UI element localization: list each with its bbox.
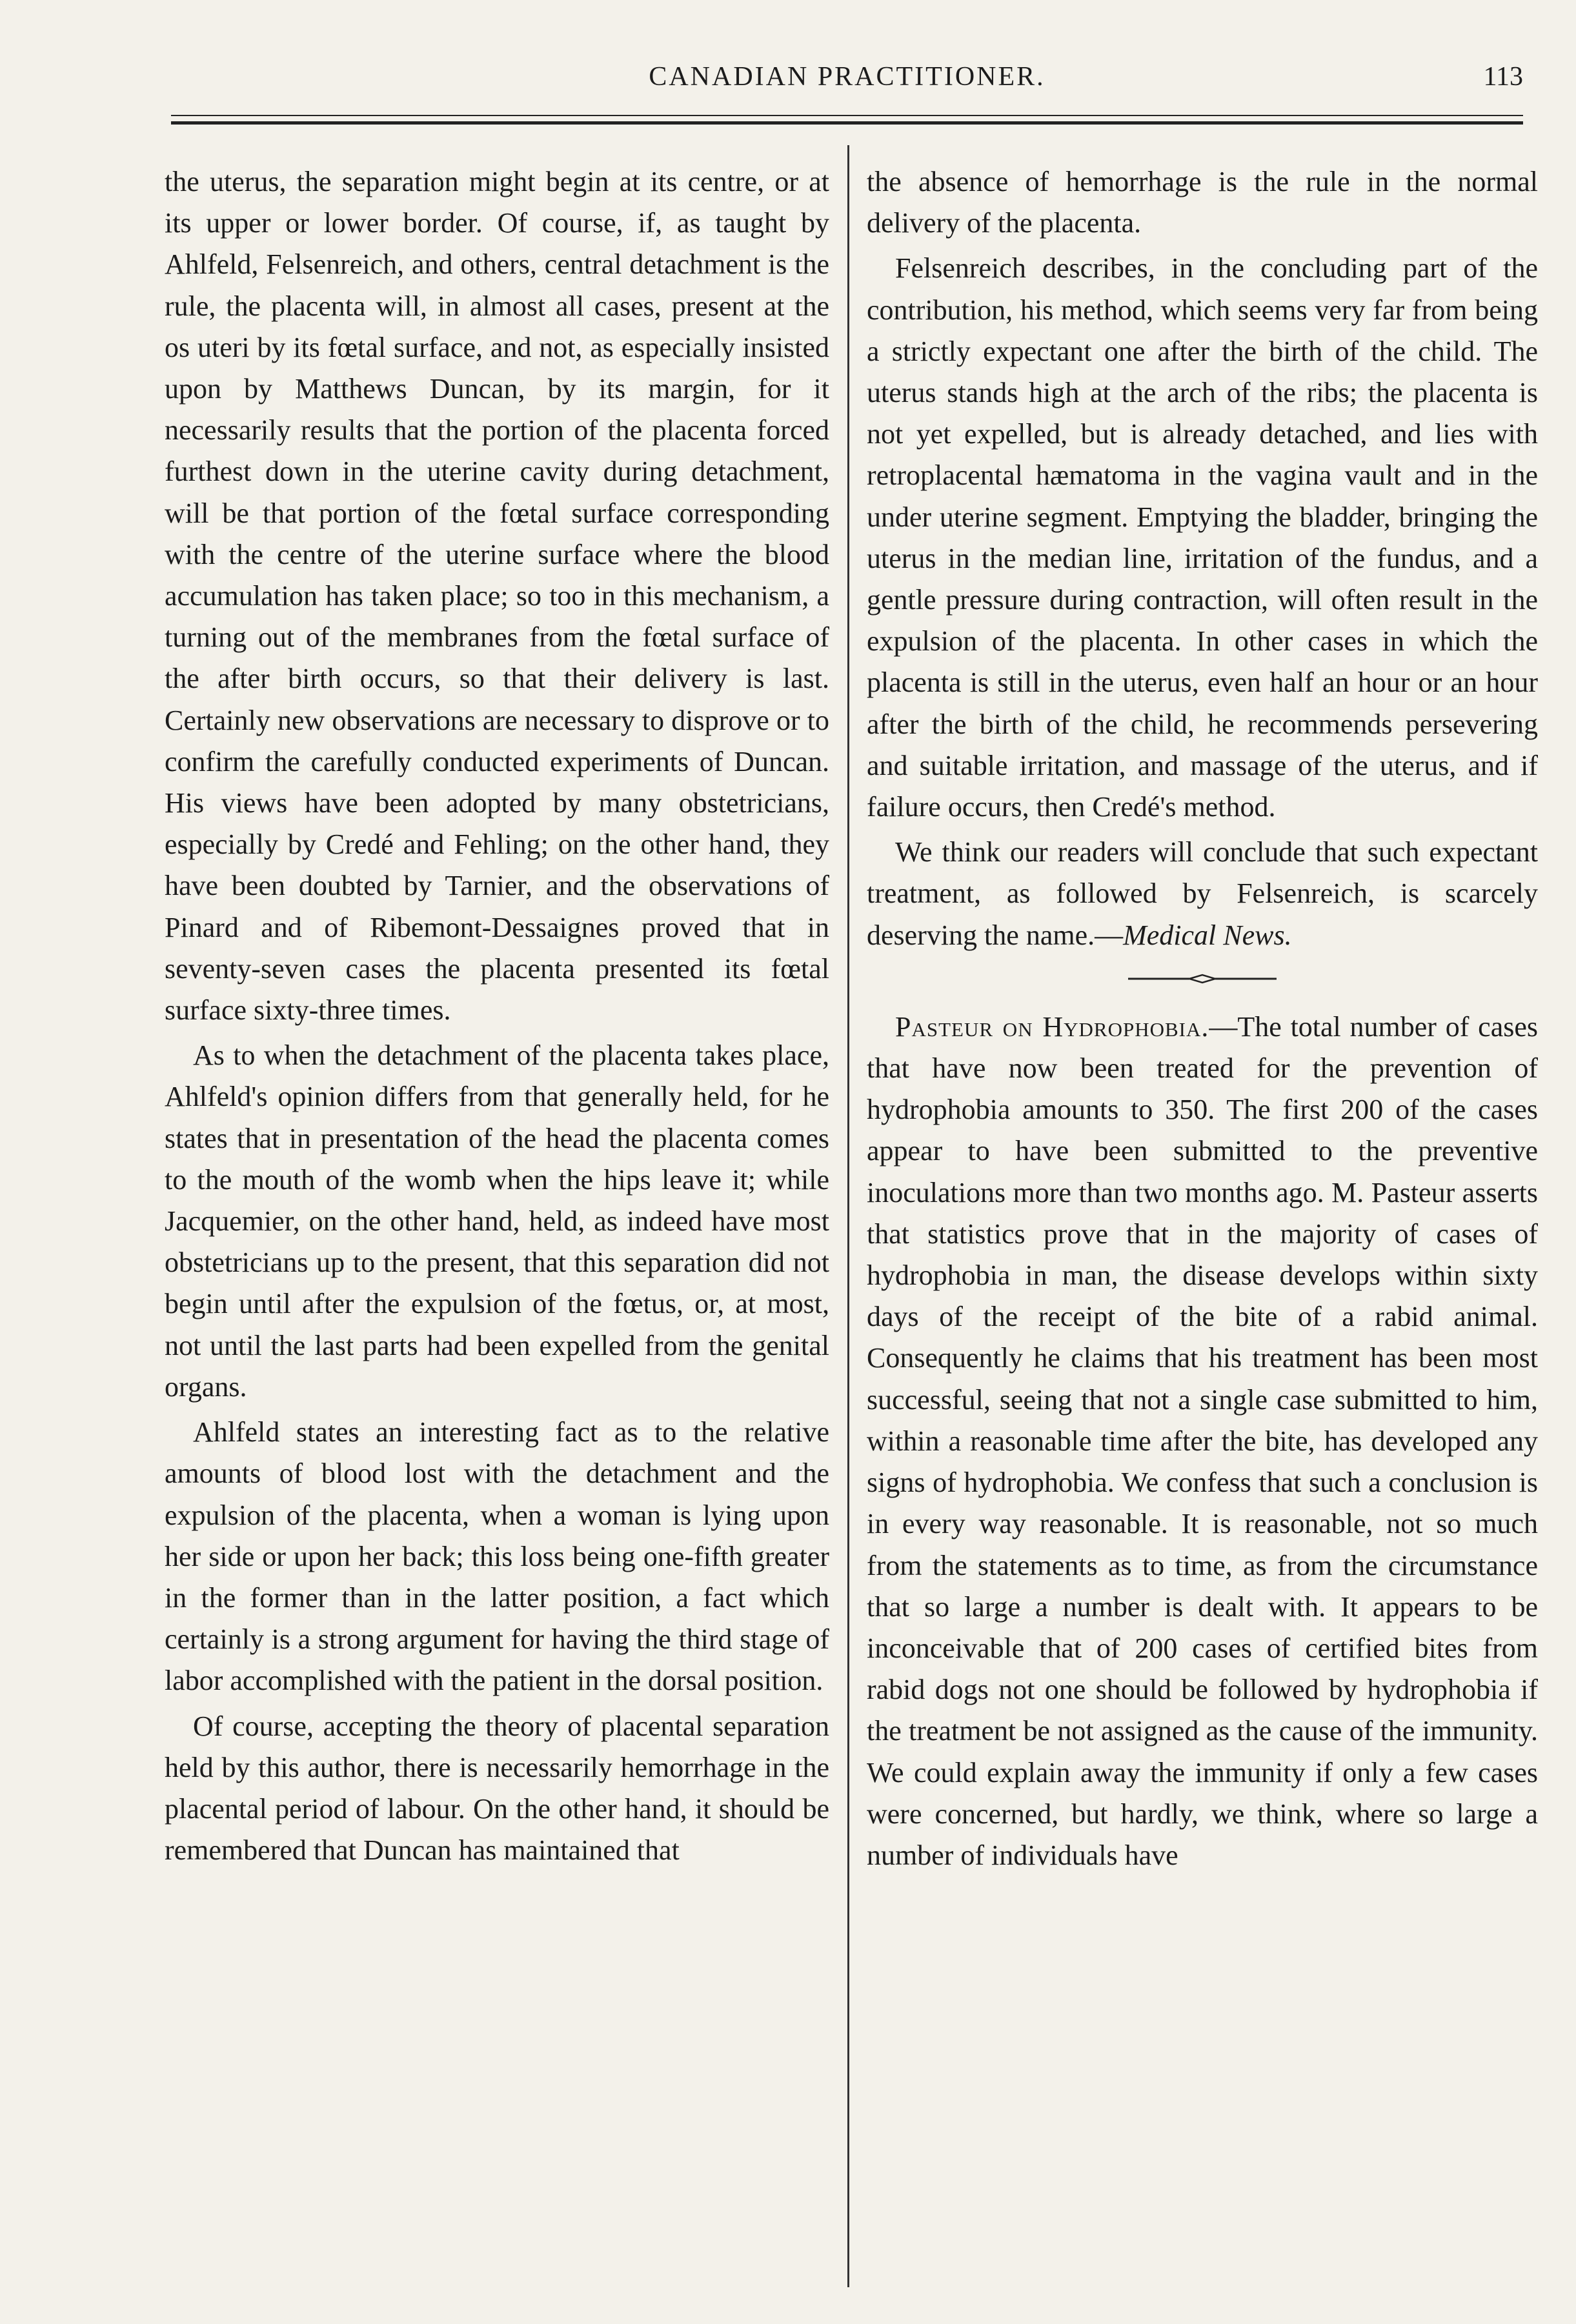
paragraph: the absence of hemorrhage is the rule in the normal delivery of the placenta. (867, 166, 1538, 239)
paragraph: Felsenreich describes, in the concluding part of the contribution, his method, which seems very far from being a strictly expectant one after the birth of the child. The uterus stands high at the arch of the ribs; the placenta is not yet expelled, but is already detached, and lies with retroplacental hæmatoma in the vagina vault and in the under uterine segment. Emptying the bladder, bringing the uterus in the median line, irritation of the fundus, and a gentle pressure during contraction, will often result in the expulsion of the placenta. In other cases in which the placenta is still in the uterus, even half an hour or an hour after the birth of the child, he recommends persevering and suitable irritation, and massage of the uterus, and if failure occurs, then Credé's method. (867, 252, 1538, 823)
paragraph (867, 1007, 1538, 1876)
left-column (165, 161, 829, 2284)
header-rule-thick (171, 121, 1523, 125)
column-divider (847, 145, 849, 2287)
page-number: 113 (1483, 62, 1523, 92)
paragraph-text: We think our readers will conclude that such expectant treatment, as followed by Felsenreich, is scarcely deserving the name.— (867, 836, 1538, 951)
paragraph: As to when the detachment of the placenta takes place, Ahlfeld's opinion differs from that generally held, for he states that in presentation of the head the placenta comes to the mouth of the womb when the hips leave it; while Jacquemier, on the other hand, held, as indeed have most obstetricians up to the present, that this separation did not begin until after the expulsion of the fœtus, or, at most, not until the last parts had been expelled from the genital organs. (165, 1039, 829, 1403)
paragraph: the uterus, the separation might begin at its centre, or at its upper or lower border. Of course, if, as taught by Ahlfeld, Felsenreich, and others, central detachment is the rule, the placenta will, in almost all cases, present at the os uteri by its fœtal surface, and not, as especially insisted upon by Matthews Duncan, by its margin, for it necessarily results that the portion of the placenta forced furthest down in the uterine cavity during detachment, will be that portion of the fœtal surface corresponding with the centre of the uterine surface where the blood accumulation has taken place; so too in this mechanism, a turning out of the membranes from the fœtal surface of the after birth occurs, so that their delivery is last. Certainly new observations are necessary to disprove or to confirm the carefully conducted experiments of Duncan. His views have been adopted by many obstetricians, especially by Credé and Fehling; on the other hand, they have been doubted by Tarnier, and the observations of Pinard and of Ribemont-Dessaignes proved that in seventy-seven cases the placenta presented its fœtal surface sixty-three times. (165, 166, 829, 1027)
paragraph-text: —The total number of cases that have now been treated for the prevention of hydrophobia amounts to 350. The first 200 of the cases appear to have been submitted to the preventive inoculations more than two months ago. M. Pasteur asserts that statistics prove that in the majority of cases of hydrophobia in man, the disease develops within sixty days of the receipt of the bite of a rabid animal. Consequently he claims that his treatment has been most successful, seeing that not a single case submitted to him, within a reasonable time after the bite, has developed any signs of hydrophobia. We confess that such a conclusion is in every way reasonable. It is reasonable, not so much from the statements as to time, as from the circumstance that so large a number is dealt with. It appears to be inconceivable that of 200 cases of certified bites from rabid dogs not one should be followed by hydrophobia if the treatment be not assigned as the cause of the immunity. We could explain away the immunity if only a few cases were concerned, but hardly, we think, where so large a number of individuals have (867, 1010, 1538, 1871)
running-header (171, 61, 1523, 106)
source-citation: Medical News. (1123, 919, 1292, 951)
paragraph (867, 832, 1538, 956)
section-divider-ornament (1128, 973, 1277, 985)
header-rule-thin (171, 115, 1523, 116)
paragraph: Ahlfeld states an interesting fact as to the relative amounts of blood lost with the detachment and the expulsion of the placenta, when a woman is lying upon her side or upon her back; this loss being one-fifth greater in the former than in the latter position, a fact which certainly is a strong argument for having the third stage of labor accomplished with the patient in the dorsal position. (165, 1416, 829, 1697)
journal-title: CANADIAN PRACTITIONER. (649, 62, 1046, 92)
paragraph: Of course, accepting the theory of placental separation held by this author, there is necessarily hemorrhage in the placental period of labour. On the other hand, it should be remembered that Duncan has maintained that (165, 1710, 829, 1867)
right-column (867, 161, 1538, 2284)
article-heading: Pasteur on Hydrophobia. (895, 1010, 1209, 1043)
